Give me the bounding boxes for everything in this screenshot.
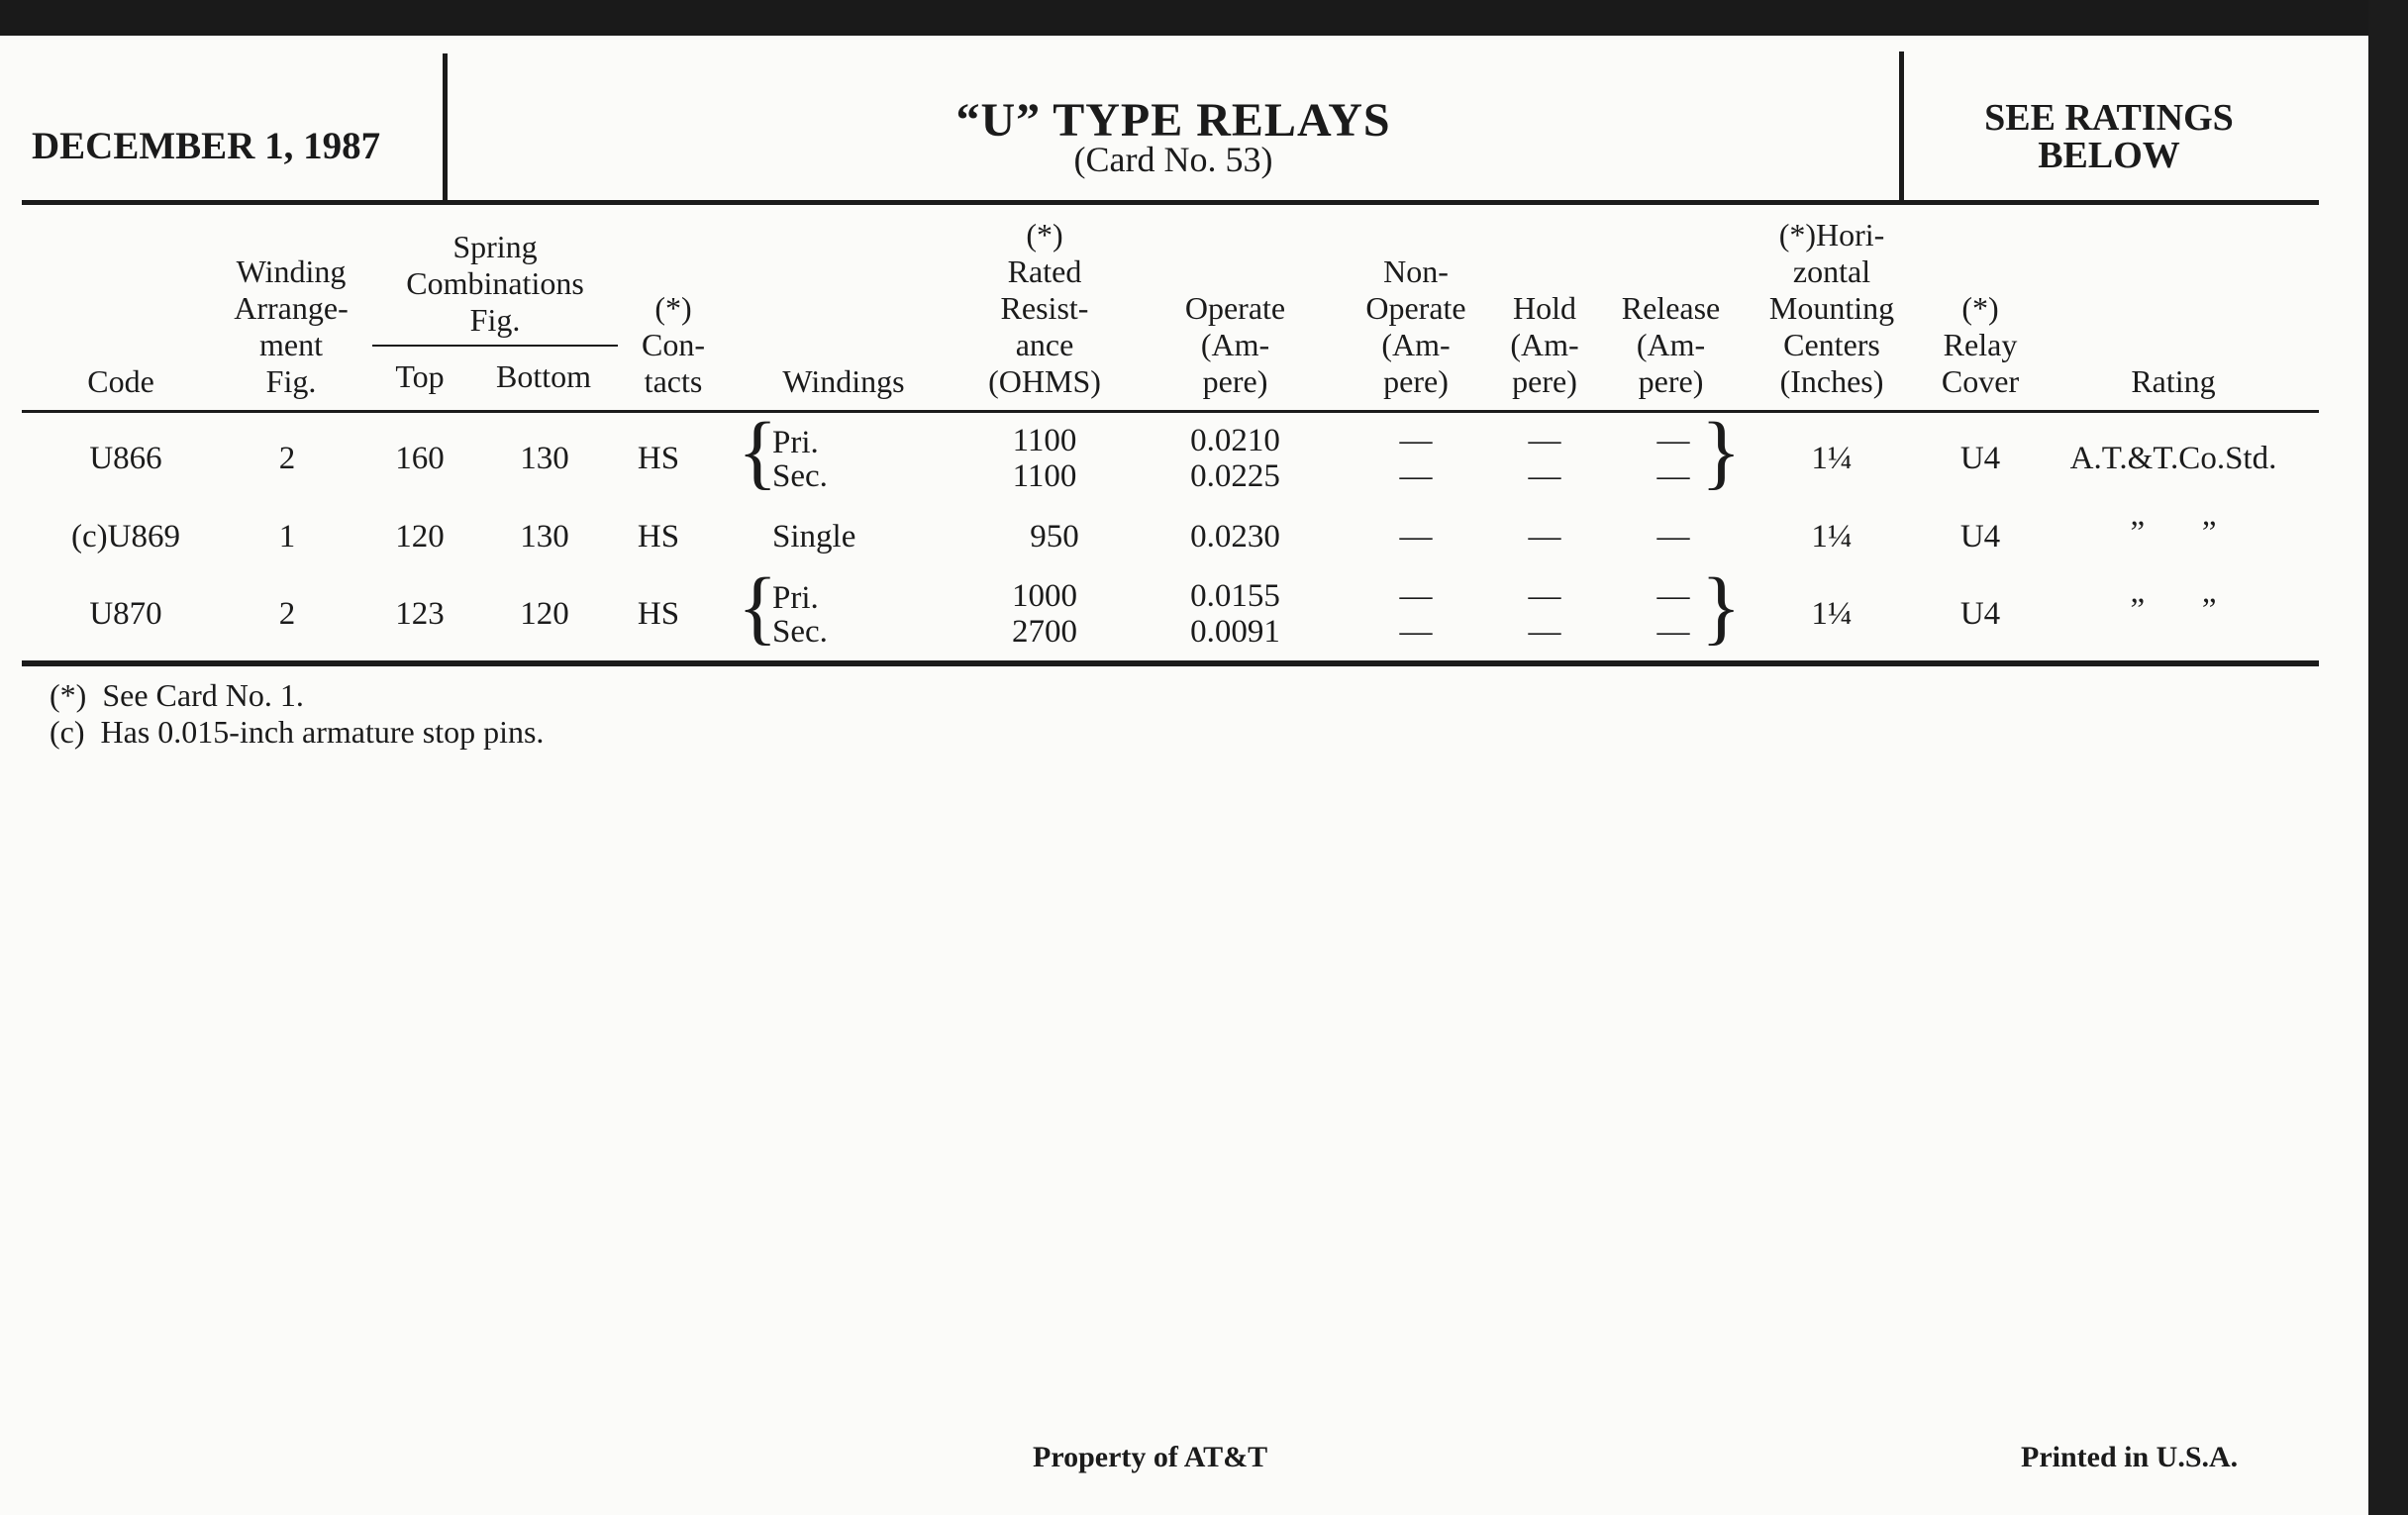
- cell-cover: U4: [1959, 441, 2001, 476]
- ratings-note: [1911, 99, 2307, 174]
- footer-property: Property of AT&T: [1033, 1441, 1268, 1473]
- cell-contacts: HS: [637, 596, 680, 632]
- cell-release: —: [1656, 519, 1690, 555]
- left-brace-icon: {: [738, 561, 778, 654]
- cell-nonoperate-pri: —: [1399, 578, 1433, 614]
- cell-nonoperate-sec: —: [1399, 614, 1433, 650]
- cell-mounting: 1¼: [1811, 441, 1853, 476]
- col-header-top: Top: [395, 358, 445, 394]
- cell-nonoperate-sec: —: [1399, 458, 1433, 494]
- cell-nonoperate: —: [1399, 519, 1433, 555]
- cell-rating-ditto: ” ”: [2130, 515, 2217, 551]
- header-divider-right: [1899, 51, 1904, 200]
- cell-release-pri: —: [1656, 578, 1690, 614]
- cell-code: U866: [89, 441, 162, 476]
- cell-winding-pri: Pri.: [772, 580, 819, 616]
- header-divider-left: [443, 53, 448, 202]
- cell-rating-ditto: ” ”: [2130, 592, 2217, 628]
- ratings-note-line2: BELOW: [2038, 135, 2180, 176]
- card-title: “U” TYPE RELAYS: [955, 94, 1391, 147]
- cell-release-sec: —: [1656, 458, 1690, 494]
- cell-code: (c)U869: [71, 519, 180, 555]
- cell-resistance-sec: 1100: [1012, 458, 1077, 494]
- col-header-rating: Rating: [2131, 363, 2216, 399]
- col-header-operate: Operate (Am- pere): [1184, 290, 1286, 399]
- header-rule: [22, 200, 2319, 205]
- cell-operate-sec: 0.0091: [1190, 614, 1280, 650]
- cell-top: 120: [395, 519, 445, 555]
- col-header-rated: (*) Rated Resist- ance (OHMS): [988, 217, 1101, 399]
- cell-hold-pri: —: [1528, 423, 1561, 458]
- col-header-release: Release (Am- pere): [1621, 290, 1721, 399]
- cell-release-sec: —: [1656, 614, 1690, 650]
- cell-bottom: 130: [520, 441, 569, 476]
- cell-hold-sec: —: [1528, 614, 1561, 650]
- cell-contacts: HS: [637, 519, 680, 555]
- right-brace-icon: }: [1701, 561, 1742, 654]
- col-header-hold: Hold (Am- pere): [1510, 290, 1579, 399]
- ratings-note-line1: SEE RATINGS: [1984, 97, 2234, 139]
- cell-winding-sec: Sec.: [772, 614, 828, 650]
- cell-operate: 0.0230: [1190, 519, 1280, 555]
- card-subtitle: (Card No. 53): [1073, 140, 1273, 179]
- cell-winding-sec: Sec.: [772, 458, 828, 494]
- right-brace-icon: }: [1701, 406, 1742, 498]
- footnote-star: (*) See Card No. 1.: [50, 677, 304, 713]
- table-bottom-rule: [22, 660, 2319, 666]
- cell-mounting: 1¼: [1811, 519, 1853, 555]
- cell-winding-fig: 2: [278, 596, 296, 632]
- spring-rule: [372, 345, 618, 347]
- cell-resistance-sec: 2700: [1012, 614, 1077, 650]
- col-header-mounting: (*)Hori- zontal Mounting Centers (Inches): [1768, 217, 1895, 399]
- cell-top: 160: [395, 441, 445, 476]
- scan-border: [2368, 0, 2408, 1515]
- cell-code: U870: [89, 596, 162, 632]
- cell-operate-pri: 0.0155: [1190, 578, 1280, 614]
- cell-resistance-pri: 1100: [1012, 423, 1077, 458]
- cell-winding-fig: 1: [278, 519, 296, 555]
- cell-hold: —: [1528, 519, 1561, 555]
- cell-operate-pri: 0.0210: [1190, 423, 1280, 458]
- cell-cover: U4: [1959, 519, 2001, 555]
- cell-hold-pri: —: [1528, 578, 1561, 614]
- col-header-nonoperate: Non- Operate (Am- pere): [1365, 253, 1466, 399]
- cell-winding-fig: 2: [278, 441, 296, 476]
- col-header-contacts: (*) Con- tacts: [642, 290, 705, 399]
- cell-cover: U4: [1959, 596, 2001, 632]
- left-brace-icon: {: [738, 406, 778, 498]
- cell-resistance: 950: [1030, 519, 1079, 555]
- cell-nonoperate-pri: —: [1399, 423, 1433, 458]
- cell-resistance-pri: 1000: [1012, 578, 1077, 614]
- card-date: DECEMBER 1, 1987: [32, 125, 381, 167]
- col-header-windings: Windings: [782, 363, 905, 399]
- footer-printed: Printed in U.S.A.: [2021, 1441, 2239, 1473]
- cell-winding-pri: Pri.: [772, 425, 819, 460]
- cell-mounting: 1¼: [1811, 596, 1853, 632]
- cell-bottom: 120: [520, 596, 569, 632]
- cell-top: 123: [395, 596, 445, 632]
- footnote-c: (c) Has 0.015-inch armature stop pins.: [50, 714, 545, 750]
- col-header-winding: Winding Arrange- ment Fig.: [234, 253, 349, 399]
- cell-contacts: HS: [637, 441, 680, 476]
- cell-bottom: 130: [520, 519, 569, 555]
- col-header-cover: (*) Relay Cover: [1941, 290, 2020, 399]
- cell-release-pri: —: [1656, 423, 1690, 458]
- cell-hold-sec: —: [1528, 458, 1561, 494]
- col-header-code: Code: [87, 363, 154, 399]
- table-header-rule: [22, 410, 2319, 413]
- cell-rating: A.T.&T.Co.Std.: [2069, 441, 2277, 476]
- cell-operate-sec: 0.0225: [1190, 458, 1280, 494]
- cell-winding-single: Single: [772, 519, 856, 555]
- col-header-spring: Spring Combinations Fig.: [406, 229, 584, 338]
- col-header-bottom: Bottom: [495, 358, 591, 394]
